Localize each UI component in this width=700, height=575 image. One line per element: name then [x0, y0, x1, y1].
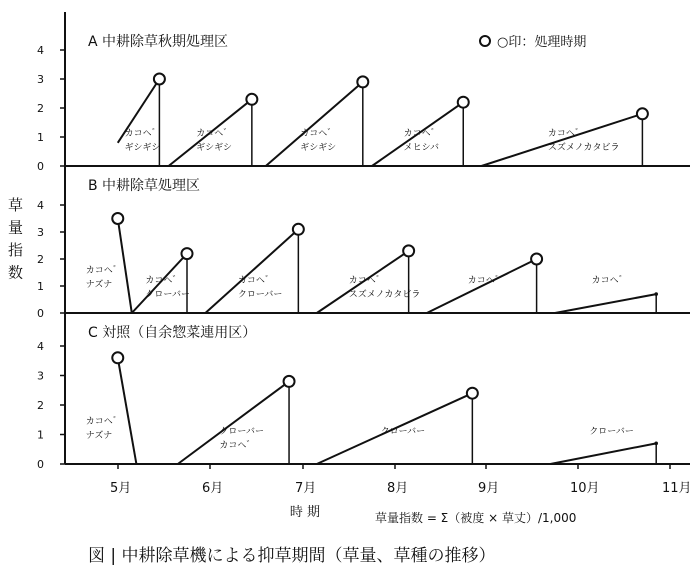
x-tick-label: 8月: [387, 481, 409, 496]
species-label: カコヘ゛: [85, 266, 122, 276]
treatment-marker: [246, 94, 257, 105]
y-tick-label: 1: [37, 131, 44, 144]
species-label: メヒシバ: [403, 143, 439, 153]
panel-title: C 対照（自余惣菜連用区）: [88, 325, 257, 341]
series-segment: [266, 82, 363, 166]
species-label: スズメノカタビラ: [348, 290, 421, 300]
y-tick-label: 3: [37, 73, 44, 86]
species-label: スズメノカタビラ: [547, 143, 620, 153]
x-tick-label: 10月: [570, 481, 600, 496]
species-label: カコヘ゛: [219, 441, 256, 451]
x-tick-label: 5月: [110, 481, 132, 496]
figure-caption: 図 | 中耕除草機による抑草期間（草量、草種の推移）: [88, 546, 496, 566]
species-label: カコヘ゛: [467, 276, 504, 286]
species-label: カコヘ゛: [145, 276, 182, 286]
species-label: カコヘ゛: [124, 129, 161, 139]
y-tick-label: 0: [37, 458, 44, 471]
x-tick-label: 9月: [478, 481, 500, 496]
panel-a: [37, 12, 690, 173]
y-axis-label-char: 量: [8, 218, 24, 237]
x-tick-label: 6月: [202, 481, 224, 496]
panel-c: [37, 313, 690, 471]
species-label: クローバー: [380, 427, 426, 437]
series-segment: [178, 381, 289, 464]
treatment-marker: [357, 76, 368, 87]
formula-text: 草量指数 = Σ（被度 × 草丈）/1,000: [375, 511, 577, 525]
series-segment: [481, 114, 642, 166]
y-tick-label: 0: [37, 160, 44, 173]
treatment-marker: [112, 213, 123, 224]
x-tick-label: 11月: [662, 481, 692, 496]
y-tick-label: 0: [37, 307, 44, 320]
legend-marker-icon: [480, 36, 490, 46]
species-label: カコヘ゛: [348, 276, 385, 286]
species-label: ギシギシ: [196, 143, 233, 153]
treatment-marker: [467, 388, 478, 399]
y-tick-label: 2: [37, 253, 44, 266]
y-tick-label: 3: [37, 369, 44, 383]
species-label: カコヘ゛: [403, 129, 440, 139]
series-segment: [427, 259, 537, 313]
species-label: カコヘ゛: [591, 276, 628, 286]
treatment-marker: [112, 352, 123, 363]
panel-title: A 中耕除草秋期処理区: [88, 34, 229, 50]
treatment-marker: [293, 224, 304, 235]
series-segment: [550, 443, 656, 464]
species-label: クローバー: [237, 290, 283, 300]
legend: [480, 34, 586, 50]
treatment-marker: [458, 97, 469, 108]
species-label: カコヘ゛: [85, 417, 122, 427]
species-label: クローバー: [145, 290, 190, 300]
y-axis-label-char: 数: [8, 263, 24, 282]
series-endpoint: [654, 292, 658, 296]
series-segment: [555, 294, 656, 313]
series-segment: [118, 358, 137, 464]
panel-title: B 中耕除草処理区: [88, 178, 201, 194]
treatment-marker: [284, 376, 295, 387]
x-axis-label: 時 期: [289, 505, 321, 520]
treatment-marker: [154, 74, 165, 85]
species-label: カコヘ゛: [300, 129, 337, 139]
species-label: カコヘ゛: [237, 276, 274, 286]
series-segment: [205, 229, 298, 313]
y-axis-label-char: 指: [8, 241, 24, 259]
treatment-marker: [182, 248, 193, 259]
species-label: ギシギシ: [124, 143, 161, 153]
species-label: カコヘ゛: [547, 129, 584, 139]
species-label: ナズナ: [85, 280, 113, 290]
series-endpoint: [654, 442, 658, 446]
y-tick-label: 4: [37, 199, 44, 212]
y-tick-label: 1: [37, 428, 44, 442]
y-tick-label: 4: [37, 44, 44, 57]
y-tick-label: 3: [37, 226, 44, 239]
species-label: ナズナ: [85, 431, 113, 441]
species-label: クローバー: [589, 427, 634, 437]
panel-b: [37, 166, 690, 320]
y-tick-label: 2: [37, 102, 44, 115]
treatment-marker: [403, 245, 414, 256]
y-tick-label: 2: [37, 399, 44, 412]
y-tick-label: 4: [37, 340, 44, 353]
legend-text: ○印：処理時期: [497, 35, 587, 50]
y-axis-label-char: 草: [8, 196, 24, 214]
chart-layer: [37, 12, 692, 496]
y-tick-label: 1: [37, 280, 44, 293]
species-label: カコヘ゛: [196, 129, 233, 139]
species-label: クローバー: [219, 427, 264, 437]
x-tick-label: 7月: [295, 481, 317, 496]
y-axis-label: [8, 196, 23, 282]
species-label: ギシギシ: [300, 143, 337, 153]
treatment-marker: [531, 254, 542, 265]
treatment-marker: [637, 108, 648, 119]
